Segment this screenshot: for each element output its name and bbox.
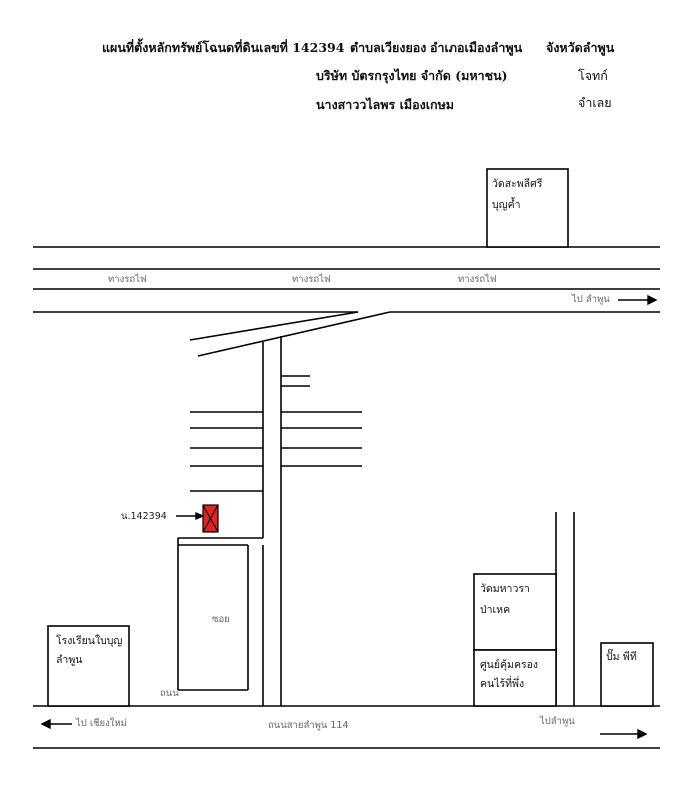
gas-station-label: ปั๊ม พีที xyxy=(606,651,637,663)
company-name: บริษัท บัตรกรุงไทย จำกัด (มหาชน) xyxy=(316,68,508,83)
shelter-label xyxy=(480,658,538,692)
main-road-label: ถนนสายลำพูน 114 xyxy=(268,720,349,731)
railway-label-left: ทางรถไฟ xyxy=(108,274,147,285)
small-road-label: ถนน xyxy=(160,688,179,699)
temple-top-line1: วัดสะพลีศรี xyxy=(492,178,543,190)
title-district: อำเภอเมืองลำพูน xyxy=(430,40,523,55)
temple-bottom-label xyxy=(480,582,530,618)
defendant-label: จำเลย xyxy=(578,95,612,110)
school-label xyxy=(56,634,122,668)
to-lamphun-top-label: ไป ลำพูน xyxy=(572,294,610,305)
temple-top-label xyxy=(492,177,542,213)
soi-label: ซอย xyxy=(212,614,230,625)
parcel-marker xyxy=(203,505,218,532)
railway-label-mid: ทางรถไฟ xyxy=(292,274,331,285)
school-line1: โรงเรียนใบบุญ xyxy=(56,635,123,647)
defendant-name: นางสาววไลพร เมืองเกษม xyxy=(316,97,455,112)
title-province: จังหวัดลำพูน xyxy=(546,40,615,55)
temple-bottom-line1: วัดมหาวรา xyxy=(480,583,530,595)
parcel-label: น.142394 xyxy=(121,511,167,522)
school-line2: ลำพูน xyxy=(56,654,83,666)
to-lamphun-bottom-label: ไปลำพูน xyxy=(540,716,575,727)
title-deed-text: แผนที่ตั้งหลักทรัพย์โฉนดที่ดินเลขที่ 142394 xyxy=(102,40,345,55)
to-chiangmai-label: ไป เชียงใหม่ xyxy=(76,718,127,729)
railway-label-right: ทางรถไฟ xyxy=(458,274,497,285)
plaintiff-label: โจทก์ xyxy=(578,68,608,83)
temple-top-line2: บุญค้ำ xyxy=(492,199,521,211)
shelter-line1: ศูนย์คุ้มครอง xyxy=(480,659,539,671)
shelter-line2: คนไร้ที่พึ่ง xyxy=(480,678,525,690)
title-subdistrict: ตำบลเวียงยอง xyxy=(350,40,427,55)
temple-bottom-line2: ป่าเหค xyxy=(480,604,511,616)
